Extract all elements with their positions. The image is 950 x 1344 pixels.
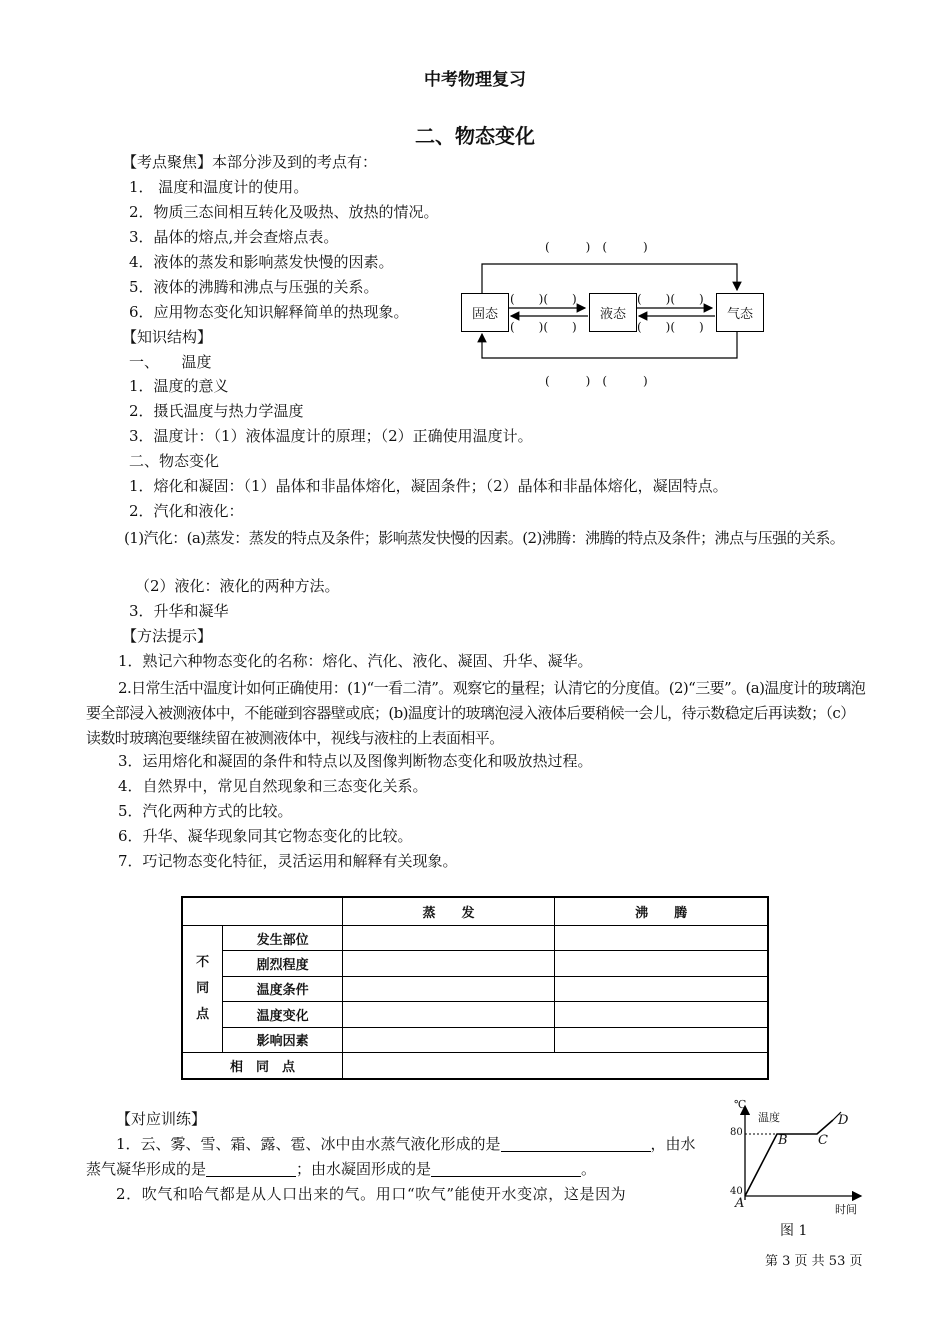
method-item-7: 7．巧记物态变化特征，灵活运用和解释有关现象。 bbox=[118, 852, 458, 870]
focus-item-3: 3．晶体的熔点,并会查熔点表。 bbox=[129, 228, 339, 246]
evaporation-boiling-table bbox=[181, 896, 769, 1080]
answer-cell[interactable] bbox=[555, 976, 768, 1001]
row-label-temperature-condition: 温度条件 bbox=[223, 976, 343, 1001]
col-evaporation: 蒸 发 bbox=[342, 897, 554, 925]
sublimation-line: 3．升华和凝华 bbox=[129, 602, 229, 620]
gas-to-liquid-blank: ( )( ) bbox=[637, 320, 704, 334]
y-axis-label: 温度 bbox=[758, 1111, 780, 1124]
gas-state-box: 气态 bbox=[716, 293, 764, 332]
section-title: 二、物态变化 bbox=[415, 124, 535, 148]
solid-state-box: 固态 bbox=[461, 293, 509, 332]
row-label-temperature-change: 温度变化 bbox=[223, 1002, 343, 1027]
method-item-5: 5．汽化两种方式的比较。 bbox=[118, 802, 293, 820]
state-change-diagram bbox=[455, 232, 775, 392]
point-c-label: C bbox=[818, 1133, 828, 1148]
answer-cell[interactable] bbox=[555, 1027, 768, 1052]
differences-char-3: 点 bbox=[196, 1006, 210, 1022]
differences-char-1: 不 bbox=[196, 954, 210, 970]
question-1-text-e: 。 bbox=[581, 1160, 597, 1178]
answer-cell[interactable] bbox=[342, 1002, 554, 1027]
col-boiling: 沸 腾 bbox=[555, 897, 768, 925]
figure-1 bbox=[725, 1098, 870, 1243]
structure-line-1: 一、 温度 bbox=[129, 353, 212, 371]
table-row bbox=[182, 1053, 768, 1080]
answer-blank-solidification[interactable] bbox=[431, 1160, 581, 1177]
method-item-6: 6．升华、凝华现象同其它物态变化的比较。 bbox=[118, 827, 413, 845]
liquefaction-line: （2）液化：液化的两种方法。 bbox=[135, 577, 340, 595]
point-b-label: B bbox=[778, 1133, 788, 1148]
liquid-state-box: 液态 bbox=[589, 293, 637, 332]
question-1-text-b: ，由水 bbox=[650, 1135, 696, 1153]
question-2: 2．吹气和哈气都是从人口出来的气。用口“吹气”能使开水变凉，这是因为 bbox=[116, 1185, 627, 1203]
table-row bbox=[182, 1002, 768, 1027]
structure-line-3: 2．摄氏温度与热力学温度 bbox=[129, 402, 304, 420]
diagram-bottom-blank: ( ) ( ) bbox=[545, 374, 648, 388]
focus-item-6: 6．应用物态变化知识解释简单的热现象。 bbox=[129, 303, 409, 321]
focus-item-4: 4．液体的蒸发和影响蒸发快慢的因素。 bbox=[129, 253, 394, 271]
vaporization-paragraph: (1)汽化：(a)蒸发：蒸发的特点及条件；影响蒸发快慢的因素。(2)沸腾：沸腾的特点及条件；沸点与压强的关系。 bbox=[124, 529, 845, 547]
method-item-3: 3．运用熔化和凝固的条件和特点以及图像判断物态变化和吸放热过程。 bbox=[118, 752, 593, 770]
answer-cell[interactable] bbox=[555, 925, 768, 950]
row-label-similarities: 相 同 点 bbox=[182, 1053, 342, 1080]
focus-item-5: 5．液体的沸腾和沸点与压强的关系。 bbox=[129, 278, 379, 296]
answer-cell[interactable] bbox=[342, 976, 554, 1001]
solid-to-liquid-blank: ( )( ) bbox=[510, 292, 577, 306]
answer-cell[interactable] bbox=[342, 1053, 768, 1080]
table-row bbox=[182, 951, 768, 976]
structure-line-2: 1．温度的意义 bbox=[129, 377, 229, 395]
differences-label bbox=[182, 925, 223, 1052]
answer-cell[interactable] bbox=[555, 951, 768, 976]
answer-blank-deposition[interactable] bbox=[206, 1160, 296, 1177]
figure-caption: 图 1 bbox=[780, 1223, 808, 1239]
tick-80: 80 bbox=[730, 1127, 743, 1138]
structure-line-5: 二、物态变化 bbox=[129, 452, 220, 470]
question-1-line-1 bbox=[116, 1134, 696, 1154]
structure-heading: 【知识结构】 bbox=[122, 328, 213, 346]
page-number: 第 3 页 共 53 页 bbox=[765, 1254, 863, 1269]
answer-cell[interactable] bbox=[555, 1002, 768, 1027]
tick-40: 40 bbox=[730, 1186, 743, 1197]
point-d-label: D bbox=[838, 1113, 849, 1128]
answer-blank-liquefaction[interactable] bbox=[501, 1135, 651, 1152]
focus-heading: 【考点聚焦】本部分涉及到的考点有： bbox=[122, 153, 378, 171]
method-heading: 【方法提示】 bbox=[122, 627, 213, 645]
diagram-top-blank: ( ) ( ) bbox=[545, 240, 648, 254]
focus-item-2: 2．物质三态间相互转化及吸热、放热的情况。 bbox=[129, 203, 439, 221]
question-1-text-a: 1．云、雾、雪、霜、露、雹、冰中由水蒸气液化形成的是 bbox=[116, 1135, 501, 1153]
table-header-row bbox=[182, 897, 768, 925]
method-item-2: 2.日常生活中温度计如何正确使用：(1)“一看二清”。观察它的量程；认清它的分度值。(2)“三要”。(a)温度计的玻璃泡要全部浸入被测液体中，不能碰到容器壁或底；(b)温度计的玻璃泡浸入液体后要稍候一会儿，待示数稳定后再读数；（c）读数时玻璃泡要继续留在被测液体中，视线与液柱的上表面相平。 bbox=[86, 679, 866, 747]
method-item-4: 4．自然界中，常见自然现象和三态变化关系。 bbox=[118, 777, 428, 795]
doc-header-title: 中考物理复习 bbox=[424, 70, 526, 90]
differences-char-2: 同 bbox=[196, 980, 210, 996]
axis-unit-label: ℃ bbox=[734, 1098, 747, 1111]
question-1-line-2 bbox=[86, 1159, 596, 1179]
point-a-label: A bbox=[735, 1196, 745, 1211]
answer-cell[interactable] bbox=[342, 951, 554, 976]
liquid-to-solid-blank: ( )( ) bbox=[510, 320, 577, 334]
question-1-text-c: 蒸气凝华形成的是 bbox=[86, 1160, 207, 1178]
question-1-text-d: ；由水凝固形成的是 bbox=[296, 1160, 432, 1178]
answer-cell[interactable] bbox=[342, 925, 554, 950]
table-row bbox=[182, 976, 768, 1001]
structure-line-7: 2．汽化和液化： bbox=[129, 502, 244, 520]
structure-line-4: 3．温度计：（1）液体温度计的原理；（2）正确使用温度计。 bbox=[129, 427, 533, 445]
focus-item-1: 1． 温度和温度计的使用。 bbox=[129, 178, 309, 196]
liquid-to-gas-blank: ( )( ) bbox=[637, 292, 704, 306]
table-row bbox=[182, 1027, 768, 1052]
row-label-location: 发生部位 bbox=[223, 925, 343, 950]
row-label-factors: 影响因素 bbox=[223, 1027, 343, 1052]
row-label-intensity: 剧烈程度 bbox=[223, 951, 343, 976]
x-axis-label: 时间 bbox=[835, 1203, 857, 1216]
answer-cell[interactable] bbox=[342, 1027, 554, 1052]
table-row bbox=[182, 925, 768, 950]
training-heading: 【对应训练】 bbox=[116, 1110, 207, 1128]
structure-line-6: 1．熔化和凝固：（1）晶体和非晶体熔化，凝固条件；（2）晶体和非晶体熔化，凝固特点。 bbox=[129, 477, 728, 495]
table-corner-cell bbox=[182, 897, 342, 925]
method-item-1: 1．熟记六种物态变化的名称：熔化、汽化、液化、凝固、升华、凝华。 bbox=[118, 652, 593, 670]
curve-abcd bbox=[745, 1120, 833, 1196]
